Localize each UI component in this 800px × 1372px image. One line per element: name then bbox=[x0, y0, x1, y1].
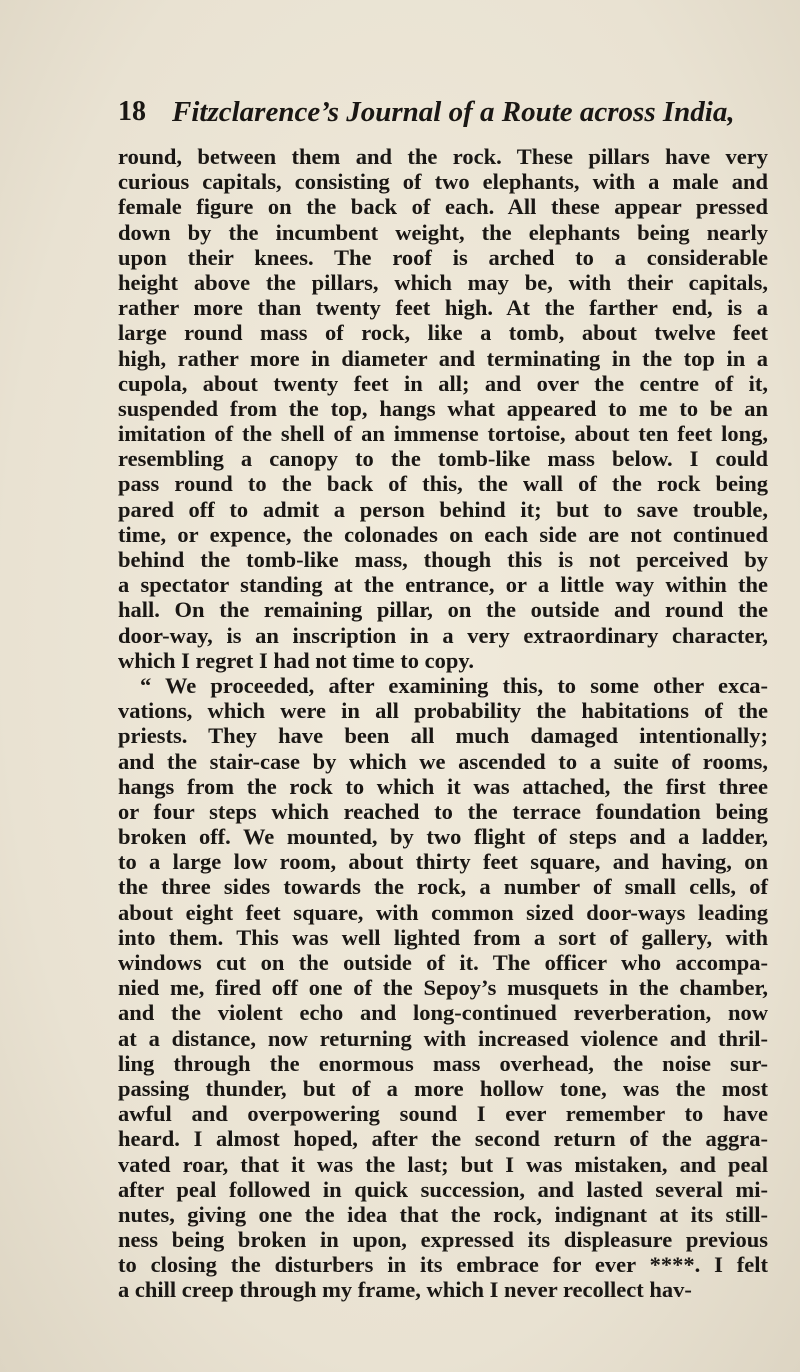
text-line: the three sides towards the rock, a number of small cells, of bbox=[118, 874, 768, 900]
text-line: to closing the disturbers in its embrace for ever ****. I felt bbox=[118, 1252, 768, 1278]
text-line: down by the incumbent weight, the elephants being nearly bbox=[118, 219, 768, 245]
text-line: upon their knees. The roof is arched to a considerable bbox=[118, 244, 768, 270]
text-line: or four steps which reached to the terrace foundation being bbox=[118, 798, 768, 824]
text-line: passing thunder, but of a more hollow tone, was the most bbox=[118, 1075, 768, 1101]
text-line: heard. I almost hoped, after the second return of the aggra- bbox=[118, 1126, 768, 1152]
text-line: vations, which were in all probability the habitations of the bbox=[118, 698, 768, 724]
text-line: resembling a canopy to the tomb-like mass below. I could bbox=[118, 446, 768, 472]
text-line: into them. This was well lighted from a sort of gallery, with bbox=[118, 924, 768, 950]
page-number: 18 bbox=[118, 96, 146, 127]
text-line: curious capitals, consisting of two elephants, with a male and bbox=[118, 169, 768, 195]
text-line: and the stair-case by which we ascended to a suite of rooms, bbox=[118, 748, 768, 774]
text-line: suspended from the top, hangs what appeared to me to be an bbox=[118, 395, 768, 421]
body-text bbox=[118, 144, 768, 1303]
text-line: awful and overpowering sound I ever remember to have bbox=[118, 1101, 768, 1127]
text-line: door-way, is an inscription in a very extraordinary character, bbox=[118, 622, 768, 648]
text-line: time, or expence, the colonades on each side are not continued bbox=[118, 521, 768, 547]
text-line: imitation of the shell of an immense tortoise, about ten feet long, bbox=[118, 421, 768, 447]
paragraph-end-line: which I regret I had not time to copy. bbox=[118, 647, 475, 673]
text-line: broken off. We mounted, by two flight of steps and a ladder, bbox=[118, 824, 768, 850]
text-line: a chill creep through my frame, which I never recollect hav- bbox=[118, 1277, 692, 1303]
text-line: pared off to admit a person behind it; but to save trouble, bbox=[118, 496, 768, 522]
text-line: nutes, giving one the idea that the rock, indignant at its still- bbox=[118, 1201, 768, 1227]
text-line: windows cut on the outside of it. The officer who accompa- bbox=[118, 950, 768, 975]
text-line: female figure on the back of each. All these appear pressed bbox=[118, 194, 768, 220]
text-line: height above the pillars, which may be, with their capitals, bbox=[118, 269, 768, 295]
text-line: about eight feet square, with common sized door-ways leading bbox=[118, 899, 768, 925]
text-line: vated roar, that it was the last; but I was mistaken, and peal bbox=[118, 1151, 768, 1177]
text-line: pass round to the back of this, the wall of the rock being bbox=[118, 471, 768, 497]
text-line: high, rather more in diameter and terminating in the top in a bbox=[118, 345, 768, 371]
text-line: priests. They have been all much damaged intentionally; bbox=[118, 723, 768, 749]
text-line: rather more than twenty feet high. At the farther end, is a bbox=[118, 295, 768, 321]
text-line: a spectator standing at the entrance, or a little way within the bbox=[118, 572, 768, 598]
text-line: large round mass of rock, like a tomb, about twelve feet bbox=[118, 320, 768, 346]
text-line: hangs from the rock to which it was attached, the first three bbox=[118, 773, 768, 799]
text-line: to a large low room, about thirty feet square, and having, on bbox=[118, 849, 768, 875]
running-title: Fitzclarence’s Journal of a Route across India, bbox=[172, 96, 735, 128]
text-line: ness being broken in upon, expressed its displeasure previous bbox=[118, 1227, 768, 1253]
text-line: and the violent echo and long-continued reverberation, now bbox=[118, 1000, 768, 1026]
text-line: behind the tomb-like mass, though this is not perceived by bbox=[118, 547, 768, 572]
text-line: ling through the enormous mass overhead, the noise sur- bbox=[118, 1050, 768, 1076]
text-line: nied me, fired off one of the Sepoy’s musquets in the chamber, bbox=[118, 975, 768, 1001]
text-line: hall. On the remaining pillar, on the outside and round the bbox=[118, 597, 768, 623]
paragraph-start-line: “ We proceeded, after examining this, to some other exca- bbox=[140, 672, 768, 698]
text-line: cupola, about twenty feet in all; and over the centre of it, bbox=[118, 370, 768, 396]
text-line: at a distance, now returning with increased violence and thril- bbox=[118, 1025, 768, 1051]
page-header bbox=[0, 96, 800, 136]
text-line: round, between them and the rock. These pillars have very bbox=[118, 144, 768, 169]
text-line: after peal followed in quick succession, and lasted several mi- bbox=[118, 1176, 768, 1202]
